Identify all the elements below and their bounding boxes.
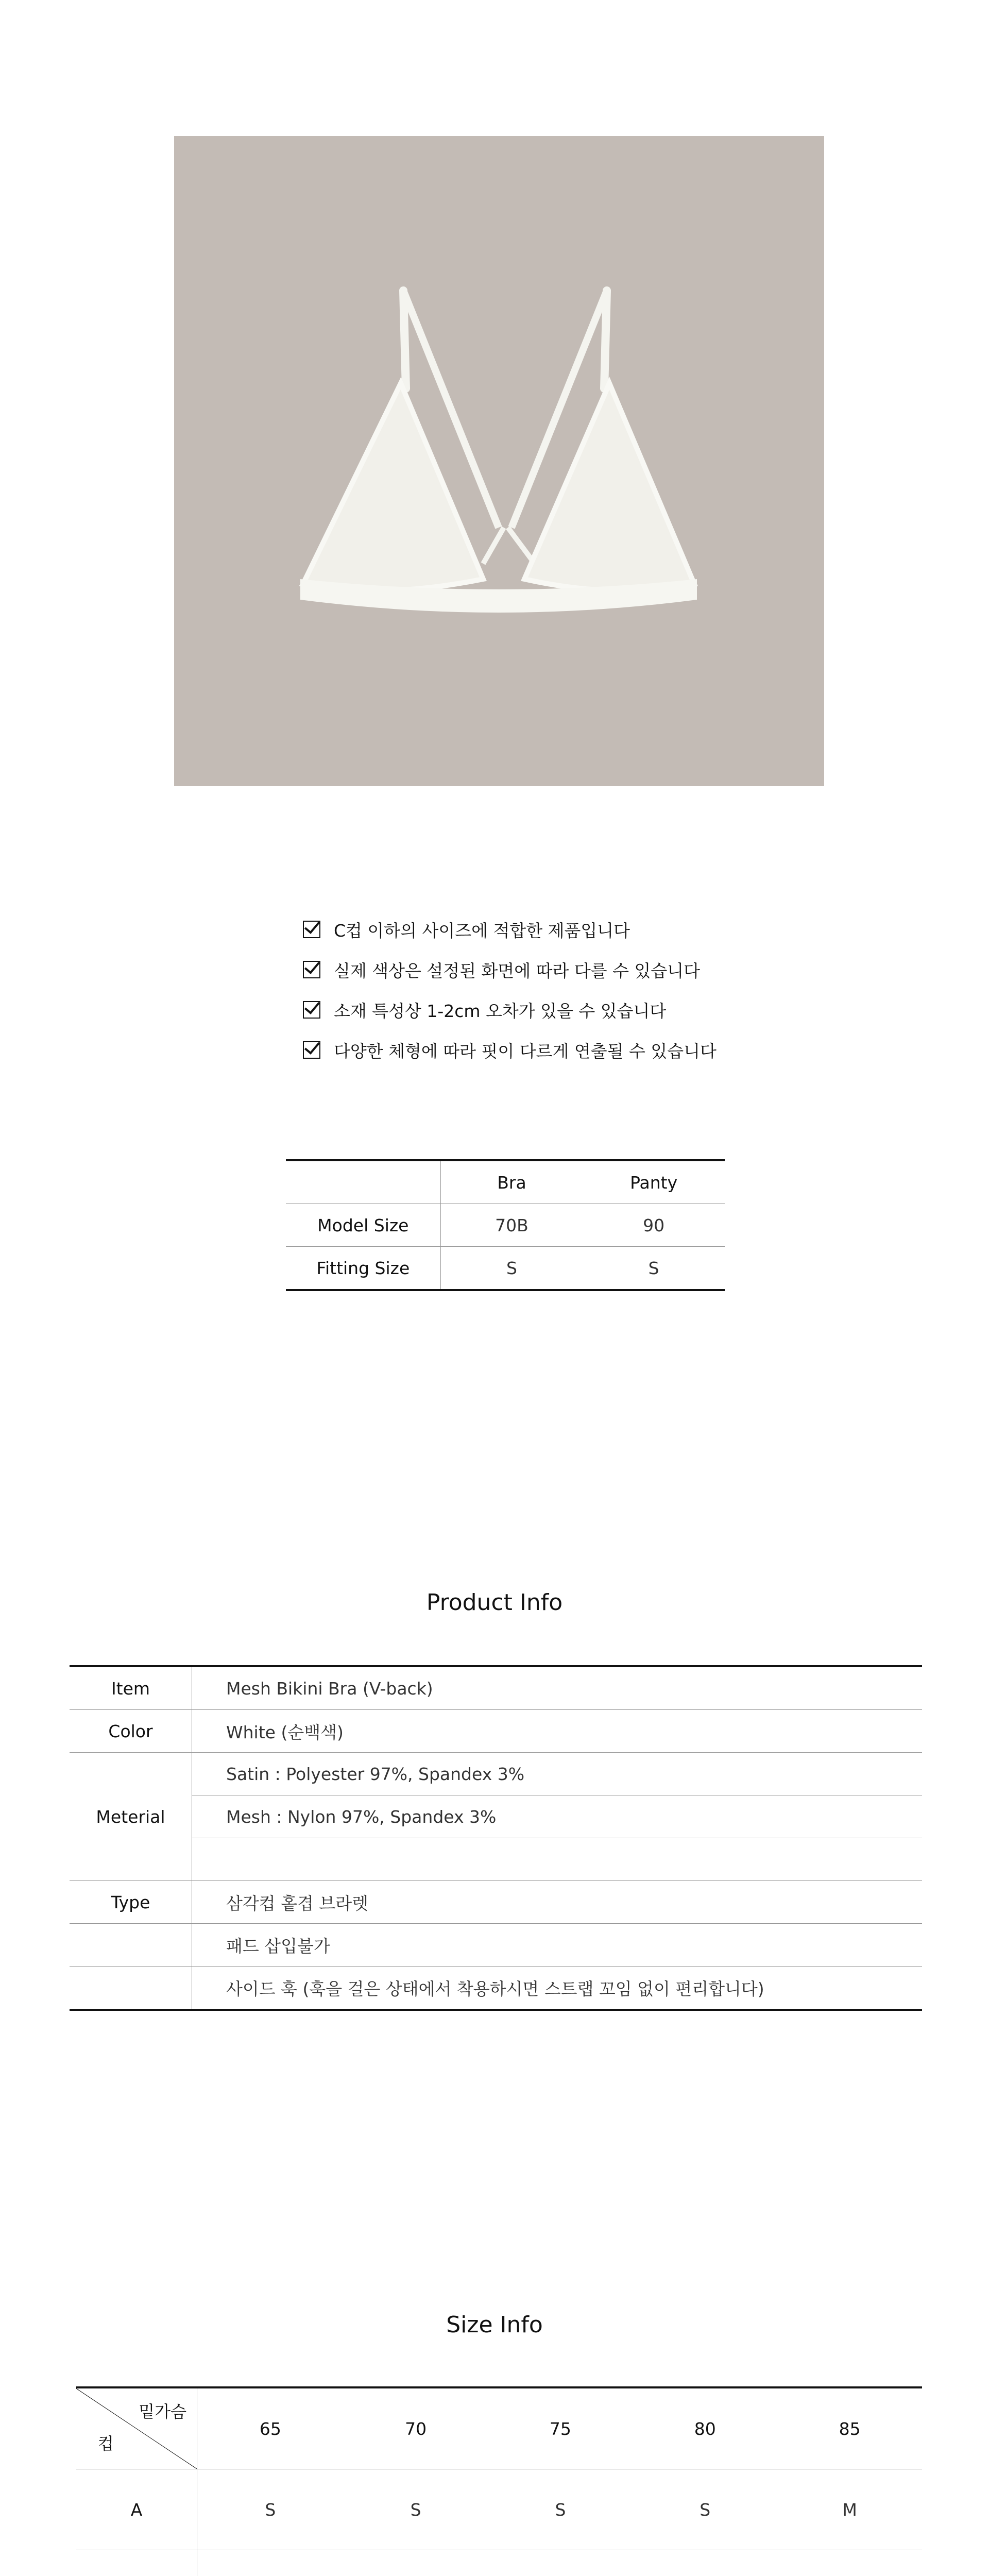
table-row [286, 1204, 725, 1247]
table-cell: S [344, 2469, 488, 2550]
info-value: 패드 삽입불가 [192, 1924, 923, 1967]
table-cell: S [506, 1258, 517, 1278]
table-row [76, 2550, 922, 2576]
table-header: 70 [344, 2387, 488, 2469]
table-cell [777, 2550, 922, 2576]
table-row [70, 1795, 922, 1838]
note-text: C컵 이하의 사이즈에 적합한 제품입니다 [334, 920, 630, 941]
table-row [70, 1924, 922, 1967]
product-info-title: Product Info [426, 1589, 563, 1616]
header-underbust-label: 밑가슴 [139, 2402, 186, 2421]
checkbox-icon [303, 1001, 320, 1019]
row-label: A [76, 2469, 197, 2550]
table-cell [197, 2550, 344, 2576]
info-value: White (순백색) [192, 1710, 923, 1753]
table-cell [633, 2550, 777, 2576]
note-item [303, 1030, 717, 1070]
info-key-empty [70, 1924, 192, 1967]
table-cell [344, 2550, 488, 2576]
product-photo [174, 136, 824, 786]
table-row [70, 1753, 922, 1795]
note-item [303, 990, 717, 1030]
table-row [70, 1967, 922, 2010]
note-item [303, 950, 717, 990]
row-label: Fitting Size [286, 1247, 440, 1291]
info-value: 삼각컵 홑겹 브라렛 [192, 1881, 923, 1924]
table-cell: S [633, 2469, 777, 2550]
table-cell: 90 [583, 1204, 725, 1247]
row-label [76, 2550, 197, 2576]
notes-list [303, 909, 717, 1070]
product-info-table [70, 1665, 922, 2011]
info-key: Type [70, 1881, 192, 1924]
table-cell: M [777, 2469, 922, 2550]
table-header: 80 [633, 2387, 777, 2469]
table-cell: 70B [440, 1204, 583, 1247]
table-header: 75 [488, 2387, 633, 2469]
info-key: Item [70, 1666, 192, 1710]
info-value: Mesh : Nylon 97%, Spandex 3% [192, 1795, 923, 1838]
bra-illustration [174, 136, 824, 786]
info-value: Satin : Polyester 97%, Spandex 3% [192, 1753, 923, 1795]
table-row [286, 1247, 725, 1291]
header-cup-label: 컵 [98, 2434, 114, 2453]
table-row [70, 1838, 922, 1881]
checkbox-icon [303, 1041, 320, 1059]
table-row [70, 1881, 922, 1924]
note-text: 실제 색상은 설정된 화면에 따라 다를 수 있습니다 [334, 960, 700, 981]
info-value: Mesh Bikini Bra (V-back) [192, 1666, 923, 1710]
info-value: 사이드 훅 (훅을 걸은 상태에서 착용하시면 스트랩 꼬임 없이 편리합니다) [226, 1978, 764, 1999]
table-row [70, 1710, 922, 1753]
size-info-table [76, 2386, 922, 2576]
table-cell [488, 2550, 633, 2576]
table-header: Panty [583, 1160, 725, 1204]
table-row [76, 2469, 922, 2550]
info-key: Color [70, 1710, 192, 1753]
table-row [70, 1666, 922, 1710]
table-cell: S [197, 2469, 344, 2550]
table-cell: S [648, 1258, 659, 1278]
info-value-empty [192, 1838, 923, 1881]
note-text: 소재 특성상 1-2cm 오차가 있을 수 있습니다 [334, 1001, 667, 1021]
info-key: Meterial [70, 1753, 192, 1881]
checkbox-icon [303, 921, 320, 938]
info-key-empty [70, 1967, 192, 2010]
table-cell: S [488, 2469, 633, 2550]
row-label: Model Size [286, 1204, 440, 1247]
table-row [76, 2387, 922, 2469]
model-size-table [286, 1159, 725, 1291]
table-header: Bra [440, 1160, 583, 1204]
table-header: 85 [777, 2387, 922, 2469]
note-item [303, 909, 717, 950]
checkbox-icon [303, 961, 320, 978]
diagonal-header-cell [76, 2387, 197, 2469]
table-cell-empty [286, 1160, 440, 1204]
table-header: 65 [197, 2387, 344, 2469]
table-row [286, 1160, 725, 1204]
size-info-title: Size Info [446, 2312, 543, 2338]
note-text: 다양한 체형에 따라 핏이 다르게 연출될 수 있습니다 [334, 1041, 717, 1061]
